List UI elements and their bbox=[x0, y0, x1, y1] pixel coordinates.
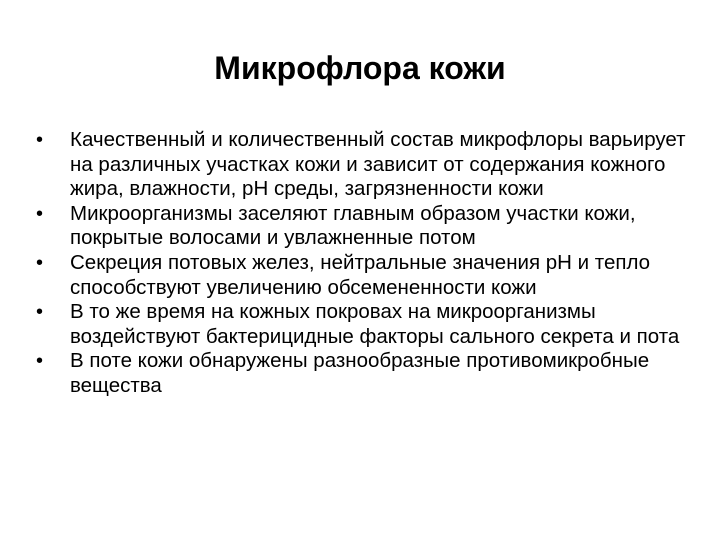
bullet-icon: • bbox=[36, 350, 44, 373]
bullet-icon: • bbox=[36, 251, 44, 274]
bullet-text: В поте кожи обнаружены разнообразные противомикробные вещества bbox=[70, 349, 650, 397]
bullet-list bbox=[36, 128, 696, 399]
bullet-icon: • bbox=[36, 301, 44, 324]
slide-title: Микрофлора кожи bbox=[214, 50, 506, 86]
bullet-text: Качественный и количественный состав микрофлоры варьирует на различных участках кожи и зависит от содержания кожного жира, влажности, pH среды, загрязненности кожи bbox=[70, 128, 686, 201]
bullet-item bbox=[36, 349, 696, 398]
bullet-item bbox=[36, 251, 696, 300]
bullet-icon: • bbox=[36, 202, 44, 225]
bullet-text: В то же время на кожных покровах на микроорганизмы воздействуют бактерицидные факторы сального секрета и пота bbox=[70, 300, 680, 348]
bullet-item bbox=[36, 300, 696, 349]
bullet-icon: • bbox=[36, 129, 44, 151]
bullet-text: Секреция потовых желез, нейтральные значения pH и тепло способствуют увеличению обсемененности кожи bbox=[70, 250, 651, 299]
bullet-item bbox=[36, 128, 696, 202]
bullet-item bbox=[36, 202, 696, 251]
bullet-text: Микроорганизмы заселяют главным образом участки кожи, покрытые волосами и увлажненные потом bbox=[70, 201, 636, 250]
